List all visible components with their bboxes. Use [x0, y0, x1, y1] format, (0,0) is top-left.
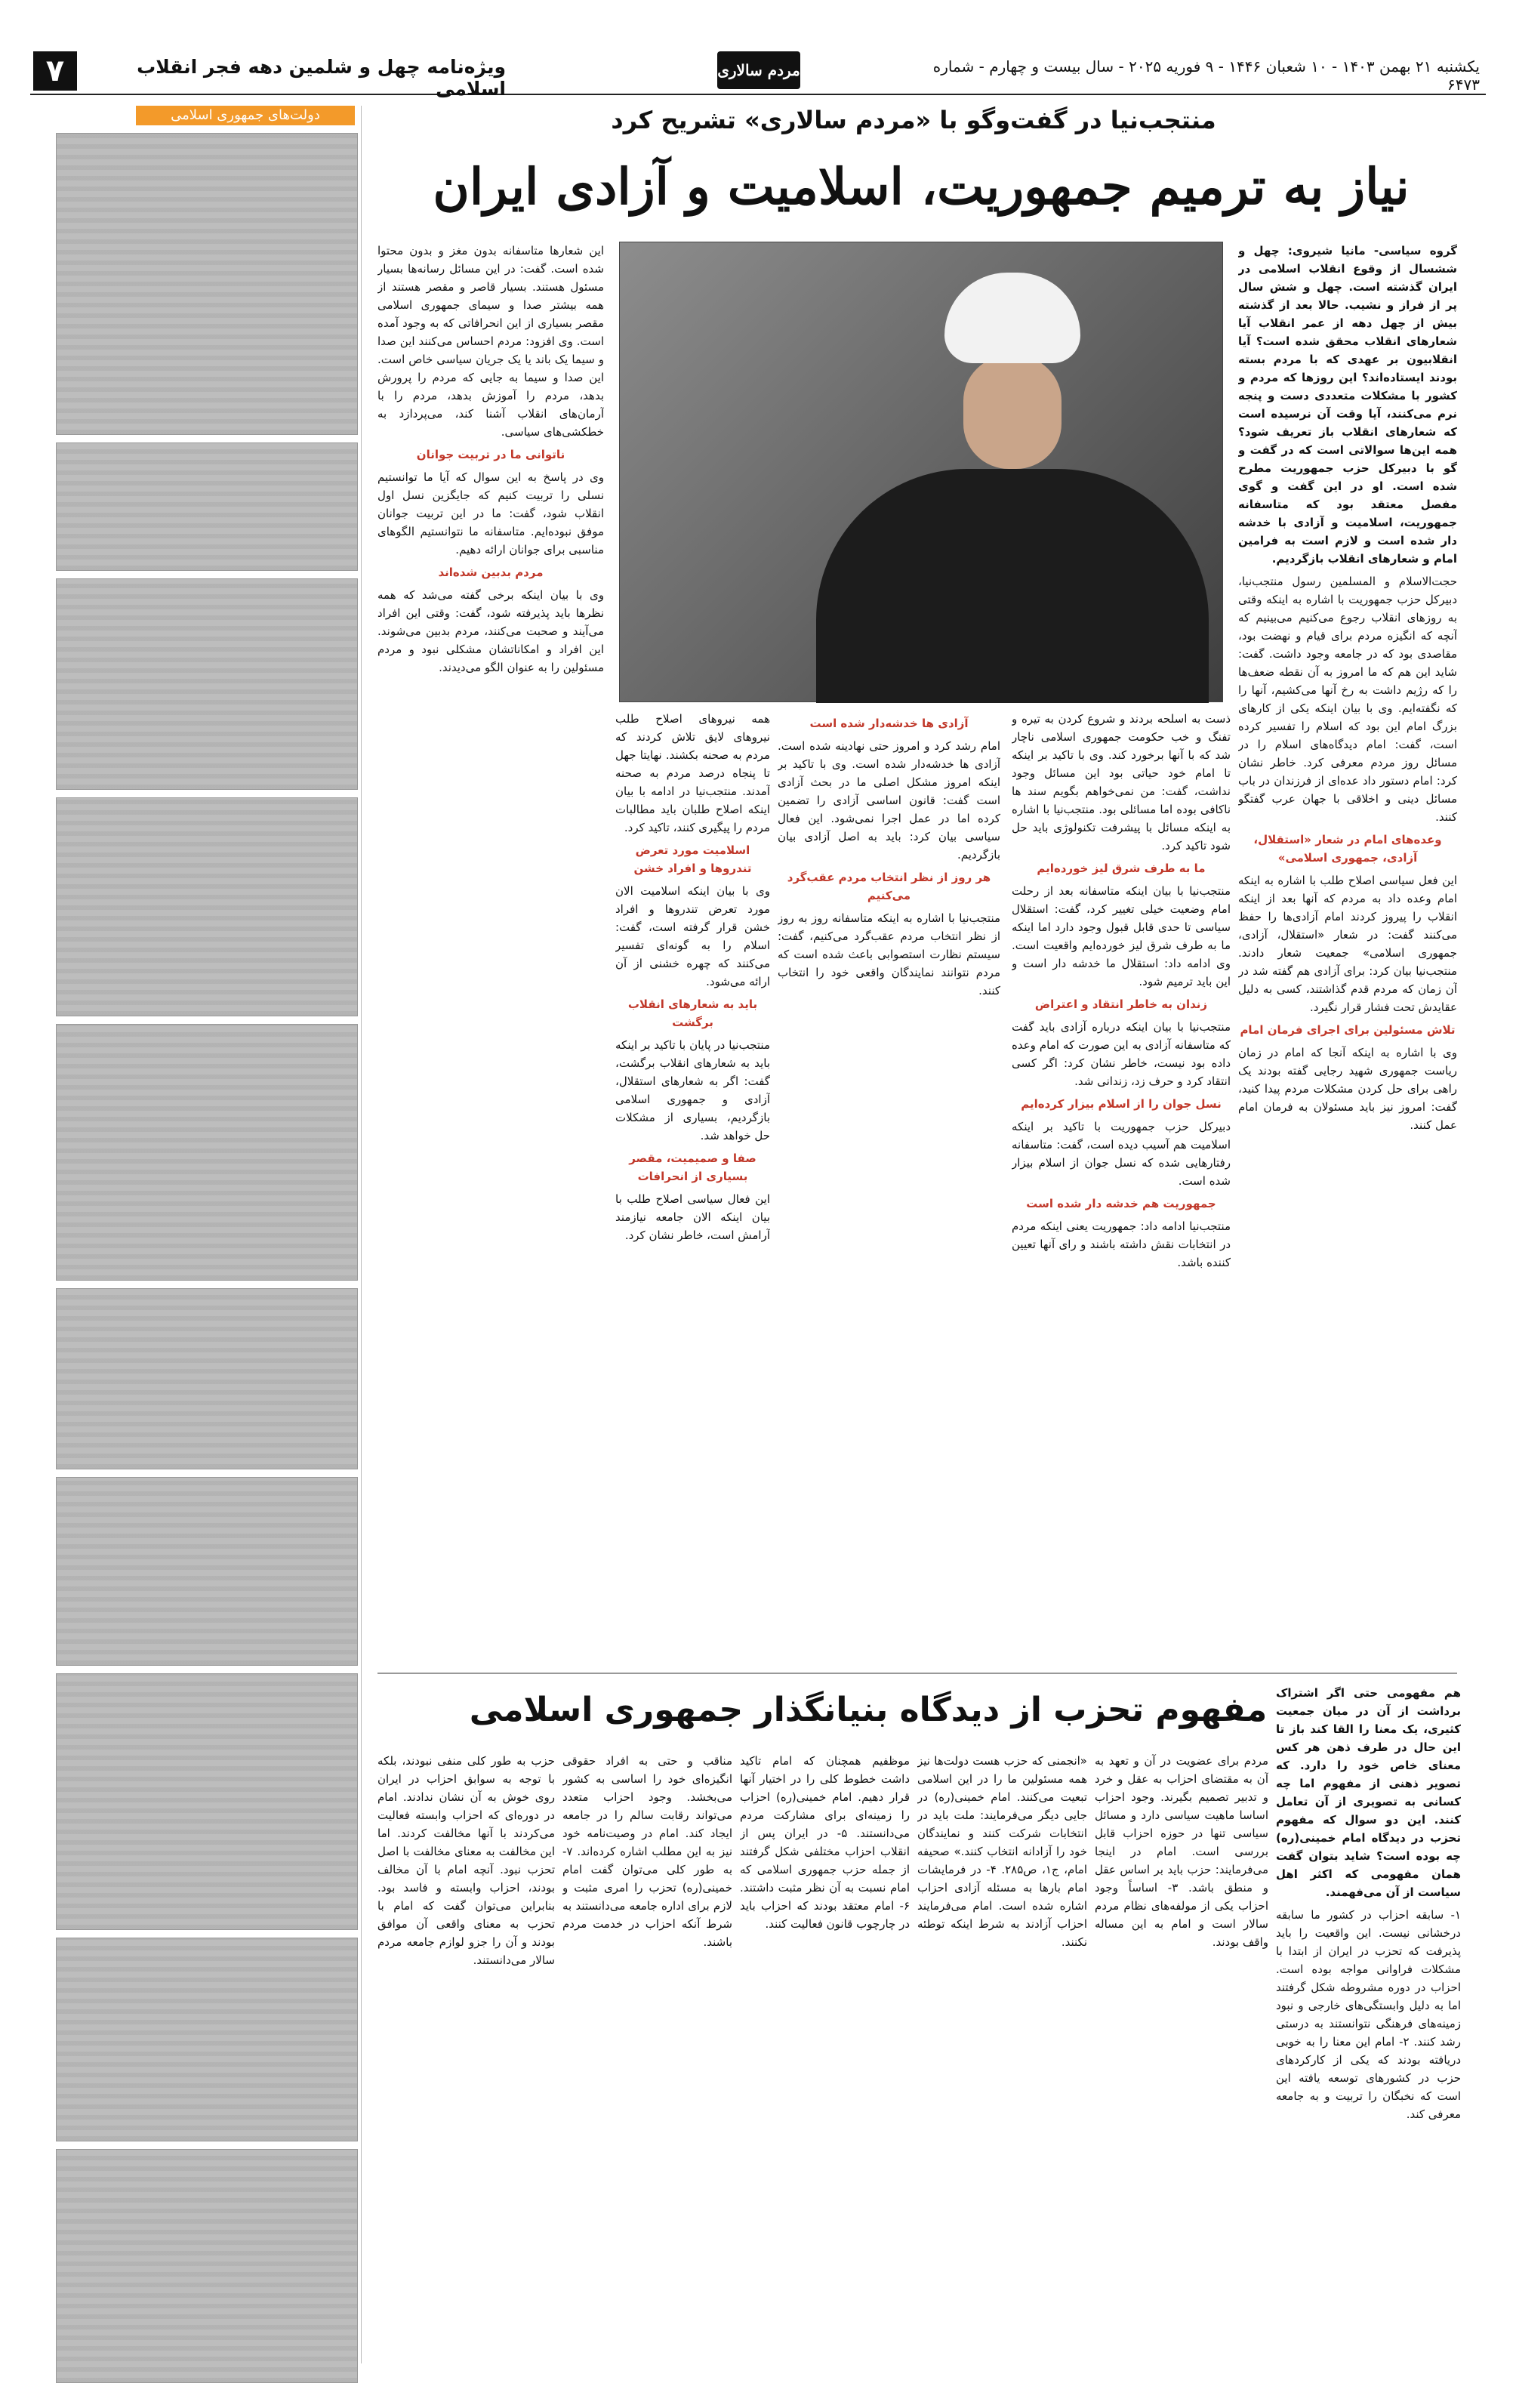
subheading: صفا و صمیمیت، مقصر بسیاری از انحرافات — [629, 1152, 756, 1183]
gallery-photo-9 — [56, 1938, 358, 2141]
subheading: زندان به خاطر انتقاد و اعتراض — [1034, 997, 1208, 1011]
article2-lead: هم مفهومی حتی اگر اشتراک برداشت از آن در میان جمعیت کثیری، یک معنا را القا کند باز تا این حال در طرف ذهن هر کس معنای خاص خود را دارد. که تصویر ذهنی از مفهوم اما چه کسانی به تصویری از آن تعامل کنند. این دو سوال که مفهوم تحزب در دیدگاه امام خمینی(ره) چه بوده است؟ شاید بتوان گفت همان مفهومی که اکثر اهل سیاست از آن می‌فهمند. — [1276, 1686, 1461, 1899]
article-column-3 — [778, 710, 1000, 1661]
paragraph: مردم برای عضویت در آن و تعهد به آن به مقتضای احزاب به عقل و خرد و تدبیر تصمیم بگیرند. وجود احزاب اساسا ماهیت سیاسی دارد و مسائل سیاسی تنها در حوزه احزاب قابل بررسی است. امام در اینجا می‌فرمایند: حزب باید بر اساس عقل و منطق باشد. ۳- اساساً وجود احزاب یکی از مولفه‌های نظام مردم سالار است و امام به این مساله واقف بودند. — [1095, 1754, 1268, 1949]
gallery-photo-8 — [56, 1673, 358, 1930]
article2-column-5 — [562, 1752, 732, 2379]
subheading: جمهوریت هم خدشه دار شده است — [1026, 1197, 1216, 1210]
paragraph: ذست به اسلحه بردند و شروع کردن به تیره و تفنگ و خب حکومت جمهوری اسلامی ناچار شد که با آنها برخورد کند. وی با تاکید بر اینکه تا امام خود حیاتی بود این مسائل وجود نداشت، گفت: من نمی‌خواهم بگویم سند ها ناکافی بوده اما مسائلی بود. منتجب‌نیا با اشاره به اینکه مسائل با پیشرفت تکنولوژی باید حل شود تاکید کرد. — [1012, 712, 1231, 853]
subheading: باید به شعارهای انقلاب برگشت — [627, 997, 758, 1029]
article-column-5 — [377, 242, 604, 1661]
subheading: ناتوانی ما در تربیت جوانان — [416, 448, 565, 461]
article2-column-1 — [1276, 1684, 1461, 2379]
paragraph: وی با بیان اینکه اسلامیت الان مورد تعرض تندروها و افراد خشن قرار گرفته است، گفت: اسلام را به گونه‌ای تفسیر می‌کنند که چهره خشنی از آن ارائه می‌شود. — [615, 884, 770, 988]
paragraph: وی در پاسخ به این سوال که آیا ما توانستیم نسلی را تربیت کنیم که جایگزین نسل اول انقلاب شود، گفت: ما در این تربیت جوانان موفق نبوده‌ایم. متاسفانه ما نتوانستیم الگوهای مناسبی برای جوانان ارائه دهیم. — [377, 470, 604, 557]
gallery-photo-10 — [56, 2149, 358, 2383]
subheading: تلاش مسئولین برای اجرای فرمان امام — [1240, 1023, 1456, 1037]
paragraph: «انجمنی که حزب هست دولت‌ها نیز همه مسئولین ما را در این اسلامی تبعیت می‌کنند. امام خمینی(ره) در جایی دیگر می‌فرمایند: ملت باید در انتخابات شرکت کنند و نمایندگان خود را آزادانه انتخاب کنند.» صحیفه امام، ج۱، ص۲۸۵. ۴- در فرمایشات امام بارها به مسئله آزادی احزاب اشاره شده است. امام می‌فرمایند احزاب آزادند به شرط اینکه توطئه نکنند. — [917, 1754, 1087, 1949]
article2-column-2 — [1095, 1752, 1268, 2379]
paragraph: منتجب‌نیا با بیان اینکه متاسفانه بعد از رحلت امام وضعیت خیلی تغییر کرد، گفت: استقلال سیاسی تا حدی قابل قبول وجود دارد اما اینکه ما به طرف شرق لیز خورده‌ایم واقعیت است. وی ادامه داد: استقلال ما خدشه دار است و این باید ترمیم شود. — [1012, 884, 1231, 988]
paragraph: وی با بیان اینکه برخی گفته می‌شد که همه نظرها باید پذیرفته شود، گفت: وقتی این افراد می‌آیند و صحبت می‌کنند، مردم بدبین می‌شوند. این افراد و امکاناتشان مشکلی نبود و مردم مسئولین را به عنوان الگو می‌دیدند. — [377, 588, 604, 674]
paragraph: وی با اشاره به اینکه آنجا که امام در زمان ریاست جمهوری شهید رجایی گفته بودند یک راهی برای حل کردن مشکلات مردم پیدا کنید، گفت: امروز نیز باید مسئولان به فرمان امام عمل کنند. — [1238, 1046, 1457, 1132]
gallery-photo-5 — [56, 1024, 358, 1281]
article-column-2 — [1012, 710, 1231, 1661]
article2-column-4 — [740, 1752, 910, 2379]
subheading: مردم بدبین شده‌اند — [438, 566, 544, 579]
paragraph: حزب به طور کلی منفی نبودند، بلکه با توجه به سوابق احزاب در ایران روی خوش به آن نشان ندادند. امام در دوره‌ای که احزاب وابسته فعالیت می‌کردند با آنها مخالفت کردند. اما این مخالفت به معنای مخالفت با اصل تحزب نبود. آنچه امام با آن مخالف بودند، احزاب وابسته و فاسد بود. بنابراین می‌توان گفت که امام با تحزب به معنای واقعی آن موافق بودند و آن را جزو لوازم جامعه مردم سالار می‌دانستند. — [377, 1754, 555, 1967]
article-column-1 — [1238, 242, 1457, 1661]
paragraph: این فعال سیاسی اصلاح طلب با بیان اینکه الان جامعه نیازمند آرامش است، خاطر نشان کرد. — [615, 1192, 770, 1242]
gallery-photo-4 — [56, 797, 358, 1016]
article2-column-3 — [917, 1752, 1087, 2379]
paragraph: امام رشد کرد و امروز حتی نهادینه شده است. آزادی ها خدشه‌دار شده است. وی با تاکید بر اینکه امروز مشکل اصلی ما در بحث آزادی است گفت: قانون اساسی آزادی را تضمین کرده اما در عمل اجرا نمی‌شود. این فعال سیاسی بیان کرد: باید به اصل آزادی بیان بازگردیم. — [778, 739, 1000, 862]
gallery-photo-3 — [56, 578, 358, 790]
paragraph: مناقب و حتی به افراد حقوقی انگیزه‌ای خود را اساسی به کشور می‌بخشد. وجود احزاب متعدد می‌تواند رقابت سالم را در جامعه ایجاد کند. امام در وصیت‌نامه خود نیز به این مطلب اشاره کرده‌اند. ۷- به طور کلی می‌توان گفت امام خمینی(ره) تحزب را امری مثبت و لازم برای اداره جامعه می‌دانستند به شرط آنکه احزاب در خدمت مردم باشند. — [562, 1754, 732, 1949]
subheading: هر روز از نظر انتخاب مردم عقب‌گرد می‌کنیم — [787, 871, 991, 902]
paragraph: منتجب‌نیا در پایان با تاکید بر اینکه باید به شعارهای انقلاب برگشت، گفت: اگر به شعارهای استقلال، آزادی و جمهوری اسلامی بازگردیم، بسیاری از مشکلات حل خواهد شد. — [615, 1038, 770, 1142]
paragraph: همه نیروهای اصلاح طلب نیروهای لایق تلاش کردند که مردم به صحنه بکشند. نهایتا جهل تا پنجاه درصد مردم به صحنه آمدند. منتجب‌نیا در ادامه با بیان اینکه اصلاح طلبان باید مطالبات مردم را پیگیری کنند، تاکید کرد. — [615, 712, 770, 834]
subheading: ما به طرف شرق لیز خورده‌ایم — [1037, 862, 1206, 875]
gallery-photo-7 — [56, 1477, 358, 1666]
article-divider — [377, 1673, 1457, 1674]
dateline: یکشنبه ۲۱ بهمن ۱۴۰۳ - ۱۰ شعبان ۱۴۴۶ - ۹ فوریه ۲۰۲۵ - سال بیست و چهارم - شماره ۶۴۷۳ — [932, 57, 1480, 94]
article-kicker: منتجب‌نیا در گفت‌وگو با «مردم سالاری» تشریح کرد — [611, 106, 1216, 134]
paragraph: منتجب‌نیا ادامه داد: جمهوریت یعنی اینکه مردم در انتخابات نقش داشته باشند و رای آنها تعیین کننده باشد. — [1012, 1219, 1231, 1269]
article2-headline: مفهوم تحزب از دیدگاه بنیانگذار جمهوری اسلامی — [469, 1691, 1268, 1729]
subheading: آزادی ها خدشه‌دار شده است — [809, 717, 969, 730]
article2-column-6 — [377, 1752, 555, 2379]
paragraph: منتجب‌نیا با بیان اینکه درباره آزادی باید گفت که متاسفانه آزادی به این صورت که امام وعده داده بود نیست، خاطر نشان کرد: اگر کسی انتقاد کرد و حرف زد، زندانی شد. — [1012, 1020, 1231, 1088]
gallery-tag: دولت‌های جمهوری اسلامی — [136, 106, 355, 125]
gallery-photo-6 — [56, 1288, 358, 1469]
article-lead: گروه سیاسی- مانیا شیروی: چهل و ششسال از وقوع انقلاب اسلامی در ایران گذشته است. چهل و شش سال پر از فراز و نشیب. حالا بعد از گذشته بیش از چهل دهه از عمر انقلاب آیا شعارهای انقلاب محقق شده است؟ آیا انقلابیون بر عهدی که با مردم بسته بودند ایستاده‌اند؟ این روزها که مردم و کشور با مشکلات متعددی دست و پنجه نرم می‌کنند، آیا وقت آن نرسیده است که شعارهای انقلاب باز تعریف شود؟ همه این‌ها سوالاتی است که در گفت و گو با دبیرکل حزب جمهوریت مطرح شده است. او در این گفت و گوی مفصل معتقد بود که متاسفانه جمهوریت، اسلامیت و آزادی با خدشه دار شده است و لازم است به فرامین امام و شعارهای انقلاب بازگردیم. — [1238, 244, 1457, 566]
paragraph: ۱- سابقه احزاب در کشور ما سابقه درخشانی نیست. این واقعیت را باید پذیرفت که تحزب در ایران از ابتدا با مشکلات فراوانی مواجه بوده است. احزاب در دوره مشروطه شکل گرفتند اما به دلیل وابستگی‌های خارجی و نبود زمینه‌های فرهنگی نتوانستند به درستی رشد کنند. ۲- امام این معنا را به خوبی دریافته بودند که یکی از کارکردهای حزب در کشورهای توسعه یافته این است که نخبگان را تربیت و به جامعه معرفی کند. — [1276, 1908, 1461, 2121]
paragraph: موظفیم همچنان که امام تاکید داشت خطوط کلی را در اختیار آنها قرار دهیم. امام خمینی(ره) احزاب را زمینه‌ای برای مشارکت مردم می‌دانستند. ۵- در ایران پس از انقلاب احزاب مختلفی شکل گرفتند از جمله حزب جمهوری اسلامی که امام نسبت به آن نظر مثبت داشتند. ۶- امام معتقد بودند که احزاب باید در چارچوب قانون فعالیت کنند. — [740, 1754, 910, 1931]
paragraph: منتجب‌نیا با اشاره به اینکه متاسفانه روز به روز از نظر انتخاب مردم عقب‌گرد می‌کنیم، گفت: سیستم نظارت استصوابی باعث شده است که مردم نتوانند نمایندگان واقعی خود را انتخاب کنند. — [778, 911, 1000, 997]
article-column-4 — [615, 710, 770, 1661]
special-issue-title: ویژه‌نامه چهل و شلمین دهه فجر انقلاب اسلامی — [137, 56, 506, 100]
gallery-photo-1 — [56, 133, 358, 435]
subheading: اسلامیت مورد تعرض تندروها و افراد خشن — [633, 843, 752, 875]
paragraph: دبیرکل حزب جمهوریت با تاکید بر اینکه اسلامیت هم آسیب دیده است، گفت: متاسفانه رفتارهایی شده که نسل جوان از اسلام بیزار شده است. — [1012, 1120, 1231, 1188]
subheading: نسل جوان را از اسلام بیزار کرده‌ایم — [1021, 1097, 1222, 1111]
article-headline: نیاز به ترمیم جمهوریت، اسلامیت و آزادی ایران — [433, 157, 1410, 216]
paragraph: این فعل سیاسی اصلاح طلب با اشاره به اینکه امام وعده داد به مردم که آنها بعد از اینکه انقلاب را پیروز کردند امام آزادی‌ها را حفظ می‌کنند گفت: در شعار «استقلال، آزادی، جمهوری اسلامی» جمعیت شعار دادند. منتجب‌نیا بیان کرد: برای آزادی هم گفته شد در آن زمان که مردم قدم گذاشتند، کسی به دلیل عقایدش تحت فشار قرار نگیرد. — [1238, 874, 1457, 1014]
newspaper-logo: مردم سالاری — [717, 51, 800, 89]
subheading: وعده‌های امام در شعار «استقلال، آزادی، جمهوری اسلامی» — [1253, 833, 1442, 865]
page-number: ۷ — [33, 51, 77, 91]
paragraph: این شعارها متاسفانه بدون مغز و بدون محتوا شده است. گفت: در این مسائل رسانه‌ها بسیار مسئول هستند. بسیار قاصر و مقصر هستند از همه بیشتر صدا و سیمای جمهوری اسلامی مقصر بسیاری از این انحرافاتی که به وجود آمده است. وی افزود: مردم احساس می‌کنند این صدا و سیما یک باند یا یک جریان سیاسی خاص است. این صدا و سیما به جایی که مردم را پرورش بدهد، مردم را آموزش بدهد، مردم را با آرمان‌های انقلاب آشنا کند، می‌پردازد به خطکشی‌های سیاسی. — [377, 244, 604, 439]
interview-photo — [619, 242, 1223, 702]
paragraph: حجت‌الاسلام و المسلمین رسول منتجب‌نیا، دبیرکل حزب جمهوریت با اشاره به اینکه وقتی به روزهای انقلاب رجوع می‌کنیم می‌بینیم که آنچه که انگیزه مردم برای قیام و نهضت بود، مقاصدی بود که در جامعه وجود داشت. گفت: شاید این هم که ما امروز به آن نقطه ضعف‌ها را که رژیم داشت به رخ آنها می‌کشیم، آنها را که نگفته‌ایم. وی با بیان اینکه یکی از کارهای بزرگ امام این بود که اسلام را تفسیر کرده است، گفت: امام دیدگاه‌های اسلام را در مسائل روز مردم معرفی کرد. خاطر نشان کرد: امام دستور داد عده‌ای از فرزندان در باب مسائل دینی و اخلاقی با جهان عرب گفتگو کنند. — [1238, 575, 1457, 824]
column-separator — [361, 106, 362, 2363]
gallery-photo-2 — [56, 442, 358, 571]
